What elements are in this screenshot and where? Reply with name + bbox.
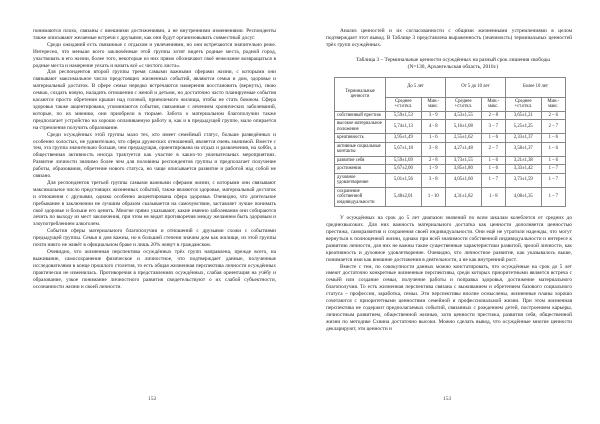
range-cell: 4 - 8: [421, 120, 445, 134]
sub-header-mean: Среднее +ст.откл.: [386, 97, 422, 111]
value-name-cell: активные социальные контакты: [335, 142, 386, 156]
table-row: [335, 187, 566, 207]
range-cell: 1 – 6: [541, 134, 565, 143]
range-cell: 3 – 7: [481, 120, 505, 134]
mean-cell: 3,85±1,80: [445, 165, 481, 174]
mean-cell: 5,74±1,13: [386, 120, 422, 134]
table-caption: [322, 57, 584, 71]
value-name-cell: достижения: [335, 165, 386, 174]
table-row: [335, 134, 566, 143]
group-header: До 5 лет: [386, 77, 446, 97]
mean-cell: 5,59±1,53: [386, 111, 422, 120]
mean-cell: 4,31±1,82: [445, 187, 481, 207]
range-cell: 2 – 6: [541, 111, 565, 120]
range-cell: 1 - 9: [421, 165, 445, 174]
paragraph: События сферы материального благополучия и отношений с друзьями схожи с событиями предыдущей группы. Семья и дом важны, но в большей степени значим дом как жилище, из этой группы почти никто не живёт в официальном браке и лишь 20% живут в гражданском.: [33, 228, 276, 249]
page-number-right: 153: [443, 396, 452, 402]
left-page-body: [33, 28, 276, 290]
mean-cell: 3,33±1,42: [505, 165, 541, 174]
sub-header-range: Мин.-макс.: [421, 97, 445, 111]
range-cell: 1 – 6: [541, 142, 565, 156]
mean-cell: 4,08±1,35: [505, 187, 541, 207]
range-cell: 3 - 8: [421, 173, 445, 187]
table-row: [335, 111, 566, 120]
intro-paragraph: Анализ ценностей и их согласованности с общими жизненными устремлениями в целом подтверждает этот вывод. В Таблице 3 представлена выраженность (значимость) терминальных ценностей трёх групп осуждённых.: [326, 28, 572, 48]
paragraph: Среди осуждённых этой группы мало тех, кто имеет семейный статус, больше разведённых и особенно холостых, не удивительно, что сфера дружеских отношений, является очень значимой. Вместе с тем, эта группа значительно больше, чем предыдущая, ориентирована на отдых и развлечения, на хобби, а общественная активность иногда трактуется как участие в каких-то увлекательных мероприятиях. Развитие личности значимо более чем для половины респондентов группы и предполагает получение работы, образования, обретение нового статуса, но чаще описывается развитие и работой над собой не связано.: [33, 131, 276, 180]
range-cell: 2 – 7: [481, 142, 505, 156]
sub-header-range: Мин.-макс.: [541, 97, 565, 111]
range-cell: 1 – 7: [541, 187, 565, 207]
range-cell: 2 – 7: [541, 120, 565, 134]
mean-cell: 5,67±2,00: [386, 165, 422, 174]
value-name-cell: духовное удовлетворение: [335, 173, 386, 187]
range-cell: 1 - 8: [481, 187, 505, 207]
values-table: [334, 77, 566, 208]
range-cell: 1 – 6: [481, 156, 505, 165]
left-page: [33, 28, 276, 290]
mean-cell: 5,67±1,18: [386, 142, 422, 156]
table-row: [335, 120, 566, 134]
range-cell: 1 – 6: [481, 134, 505, 143]
mean-cell: 4,53±1,55: [445, 111, 481, 120]
value-name-cell: развитие себя: [335, 156, 386, 165]
paragraph: Среди ожиданий есть связанные с отдыхом и увлечениями, но они встречаются значительно реже. Интересно, что меньше всего заключённые этой группы хотят видеть родные места, родной город, участвовать в его жизни, более того, некоторые из них прямо обозначают своё нежелание возвращаться в родные места и намерение уехать и начать всё «с чистого листа».: [33, 41, 276, 69]
mean-cell: 5,59±1,69: [386, 156, 422, 165]
range-cell: 1 - 10: [421, 187, 445, 207]
mean-cell: 3,95±1,49: [386, 134, 422, 143]
paragraph: Вместе с тем, по совокупности данных можно констатировать, что осуждённые на срок до 5 лет имеют достаточно конкретные жизненные перспективы, среди которых приоритетными является встреча с семьёй или создание семьи, получение работы и поправка здоровья, достижение материального благополучия. То есть жизненная перспектива связана с выживанием и обретением базового социального статуса – профессии, заработка, семьи. Эти перспективы вполне осмыслены, жизненные планы хорошо сочетаются с приоритетными ценностями семейной и профессиональной жизни. При этом жизненная перспектива не содержит предполагаемых событий, связанных с рождением детей, построением карьеры, личностным развитием, общественной жизнью, хотя ценности престижа, развития себя, общественной жизни по методике Схвина достаточно высоки. Можно сделать вывод, что осуждённые многие ценности декларируют, эти ценности и: [326, 263, 572, 332]
mean-cell: 4,05±1,60: [445, 173, 481, 187]
mean-cell: 3,21±1,38: [505, 156, 541, 165]
right-page: [326, 28, 572, 333]
value-name-cell: сохранение собственной индивидуальности: [335, 187, 386, 207]
paragraph: Для респондентов второй группы тремя самыми важными сферами жизни, с которыми они связывают максимальное число предстоящих жизненных событий, являются семья и дом, здоровье и материальный достаток. В сфере семьи нередко встречаются намерения восстановить (вернуть), свою семью, создать новую, наладить отношения с женой и детьми, но достаточно часто планируемые события касаются просто обретения крыши над головой, приемлемого жилища, чтобы не стать бомжом. Сфера здоровья также акцентирована, упоминаются события, связанные с лечением хронических заболеваний, которые, по их мнению, они приобрели в тюрьме. Забота о материальном благополучии также предполагает устройство на хорошо оплачиваемую работу и, как и в предыдущей группе, мало опирается на стремления получить образование.: [33, 69, 276, 131]
sub-header-range: Мин.-макс.: [481, 97, 505, 111]
mean-cell: 5,16±1,08: [445, 120, 481, 134]
table-row: [335, 156, 566, 165]
mean-cell: 2,33±1,37: [505, 134, 541, 143]
range-cell: 2 – 8: [481, 111, 505, 120]
value-name-cell: высокое материальное положение: [335, 120, 386, 134]
range-cell: 1 – 6: [481, 165, 505, 174]
range-cell: 1 – 7: [541, 165, 565, 174]
range-cell: 1 – 6: [541, 156, 565, 165]
sub-header-mean: Среднее +ст.откл.: [505, 97, 541, 111]
mean-cell: 3,58±1,37: [505, 142, 541, 156]
paragraph: Очевидно, что жизненная перспектива осуждённых трёх групп направлена, прежде всего, на выживание, самосохранение физическое и личностное, что подтверждает данные, полученные исследователями в конце прошлого столетия, то есть общая жизненная перспектива личности осуждённых практически не изменилась. Противоречия в представлениях осуждённых, слабая ориентация на учёбу и образование, узкое понимание личностного развития свидетельствуют о их слабой субъектности, осознанности жизни и своей личности.: [33, 249, 276, 290]
corner-header: Терминальные ценности: [335, 77, 386, 111]
range-cell: 1 – 7: [481, 173, 505, 187]
range-cell: 1 – 7: [541, 173, 565, 187]
mean-cell: 5,01±1,56: [386, 173, 422, 187]
value-name-cell: собственный престиж: [335, 111, 386, 120]
mean-cell: 3,73±1,55: [445, 156, 481, 165]
group-header: От 5 до 10 лет: [445, 77, 505, 97]
paragraph: У осуждённых на срок до 5 лет диапазон значений по всем шкалам колеблется от средних до среднехвысоких. Для них важность материального достатка как ценности дополняется ценностью престижа, саморазвития и сохранения своей индивидуальности. Они ещё не утратили надежды, что могут вернуться к полноценной жизни, однако при всей значимости собственной индивидуальности и интересе к развитию личности, для них не важны такие существенные характеристики развитой, зрелой личности, как креативность и духовное удовлетворение. Очевидно, что личностное развитие, как указывалось выше, понимается ими как внешние достижения в деятельности, а не как внутренний рост.: [326, 215, 572, 263]
page-number-left: 152: [148, 396, 157, 402]
table-caption-subtitle: (N=130, Архангельская область, 2016г.): [407, 63, 499, 70]
paragraph: понимаются плохо, связаны с внешними достижениями, а не внутренними изменениями. Респонденты также описывают желаемые встречи с друзьями, как они будут организовывать совместный досуг.: [33, 28, 276, 41]
mean-cell: 3,73±1,59: [505, 173, 541, 187]
value-name-cell: креативность: [335, 134, 386, 143]
mean-cell: 5,25±1,25: [505, 120, 541, 134]
range-cell: 3 - 8: [421, 142, 445, 156]
paragraph: Для респондентов третьей группы самыми важными сферами жизни, с которыми они связывают максимальное число предстоящих жизненных событий, также являются здоровье, материальный достаток и отношения с друзьями, однако особенно акцентирована сфера здоровья. Очевидно, что длительное пребывание в заключении не лучшим образом сказывается на самочувствии, заставляет лучше понимать своё здоровье и больше его ценить. Многие прямо указывают, какие именно заболевания они собираются лечить по выходу из мест заключения, при этом не видят противоречия между желанием быть здоровым и злоупотреблением алкоголем.: [33, 179, 276, 228]
range-cell: 3 - 9: [421, 111, 445, 120]
group-header: Более 10 лет: [505, 77, 565, 97]
mean-cell: 4,27±1,48: [445, 142, 481, 156]
range-cell: 1 - 6: [421, 134, 445, 143]
mean-cell: 5,48±2,01: [386, 187, 422, 207]
mean-cell: 3,65±1,21: [505, 111, 541, 120]
sub-header-mean: Среднее +ст.откл.: [445, 97, 481, 111]
table-row: [335, 142, 566, 156]
right-page-body: [326, 215, 572, 332]
table-row: [335, 173, 566, 187]
range-cell: 2 - 8: [421, 156, 445, 165]
table-body: [335, 111, 566, 207]
mean-cell: 2,55±1,62: [445, 134, 481, 143]
table-row: [335, 165, 566, 174]
table-caption-title: Таблица 3 – Терминальные ценности осуждённых на разный срок лишения свободы: [356, 56, 550, 63]
